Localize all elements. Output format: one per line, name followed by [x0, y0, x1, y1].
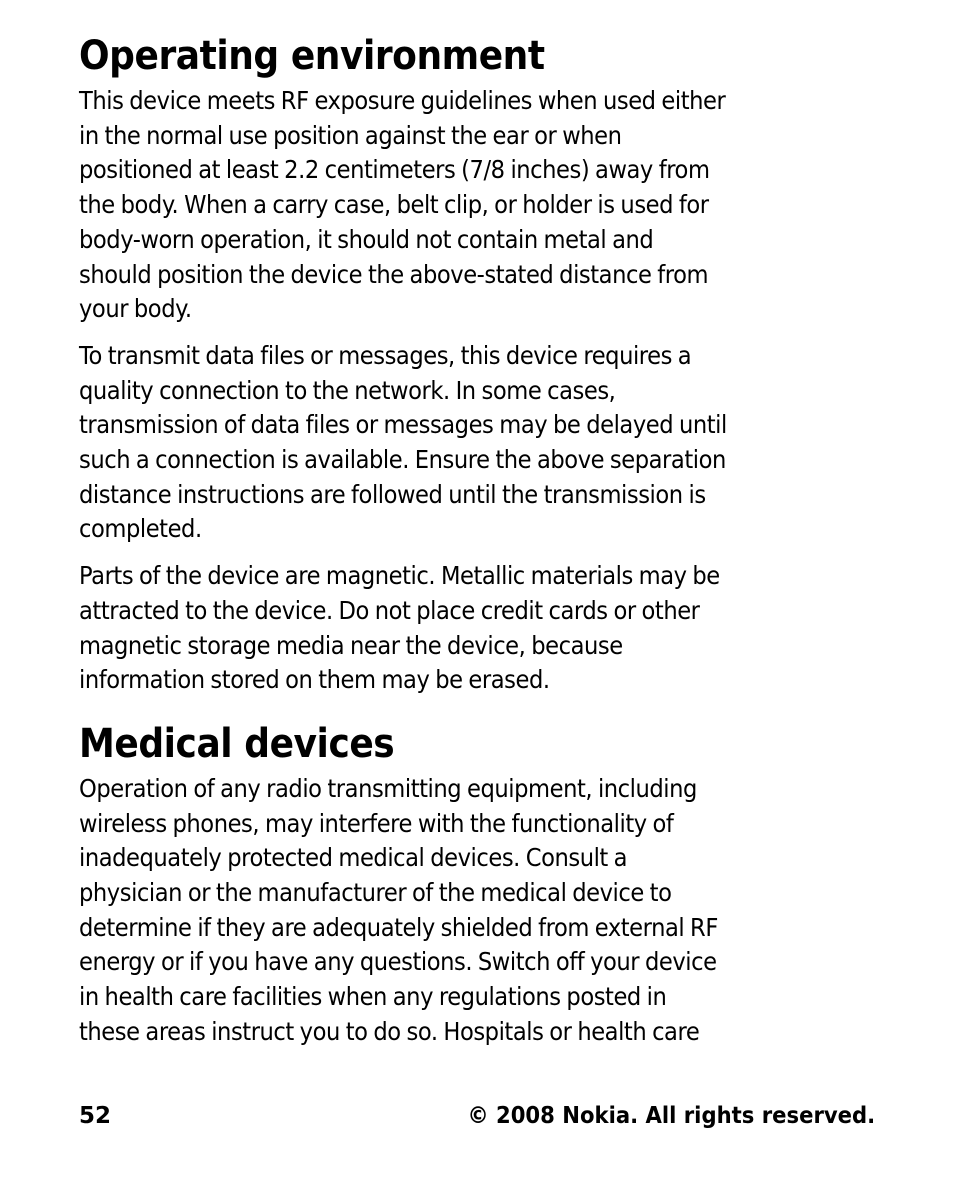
copyright-notice: © 2008 Nokia. All rights reserved.: [467, 1103, 875, 1129]
text-line: should position the device the above-stated distance from: [79, 259, 709, 289]
text-line: Operation of any radio transmitting equipment, including: [79, 773, 697, 803]
paragraph-magnetic-parts: [79, 559, 875, 698]
text-line: these areas instruct you to do so. Hospitals or health care: [79, 1016, 700, 1046]
section-heading-operating-environment: Operating environment: [79, 33, 545, 79]
paragraph-medical-interference: [79, 772, 875, 1050]
text-line: body-worn operation, it should not contain metal and: [79, 224, 654, 254]
text-line: To transmit data files or messages, this device requires a: [79, 340, 692, 370]
paragraph-data-transmission: [79, 339, 875, 547]
text-line: in health care facilities when any regulations posted in: [79, 982, 667, 1012]
text-line: inadequately protected medical devices. Consult a: [79, 843, 628, 873]
paragraph-rf-exposure: [79, 84, 875, 327]
text-line: Parts of the device are magnetic. Metallic materials may be: [79, 561, 720, 591]
text-line: transmission of data files or messages may be delayed until: [79, 410, 727, 440]
page-number: 52: [79, 1103, 112, 1129]
text-line: physician or the manufacturer of the medical device to: [79, 878, 672, 908]
text-line: This device meets RF exposure guidelines when used either: [79, 86, 726, 115]
text-line: information stored on them may be erased.: [79, 665, 550, 695]
section-heading-medical-devices: Medical devices: [79, 720, 395, 767]
text-line: determine if they are adequately shielded from external RF: [79, 912, 718, 942]
text-line: magnetic storage media near the device, because: [79, 630, 623, 660]
text-line: positioned at least 2.2 centimeters (7/8 inches) away from: [79, 155, 710, 185]
text-line: distance instructions are followed until the transmission is: [79, 479, 706, 509]
text-line: your body.: [79, 294, 192, 324]
text-line: energy or if you have any questions. Switch off your device: [79, 947, 717, 977]
text-line: in the normal use position against the ear or when: [79, 120, 622, 150]
text-line: completed.: [79, 514, 202, 544]
text-line: quality connection to the network. In some cases,: [79, 375, 616, 405]
text-line: wireless phones, may interfere with the functionality of: [79, 808, 674, 838]
page-footer: [79, 1098, 875, 1134]
document-page: [79, 28, 875, 1062]
text-line: attracted to the device. Do not place credit cards or other: [79, 595, 700, 625]
text-line: such a connection is available. Ensure the above separation: [79, 445, 726, 475]
text-line: the body. When a carry case, belt clip, or holder is used for: [79, 190, 709, 220]
